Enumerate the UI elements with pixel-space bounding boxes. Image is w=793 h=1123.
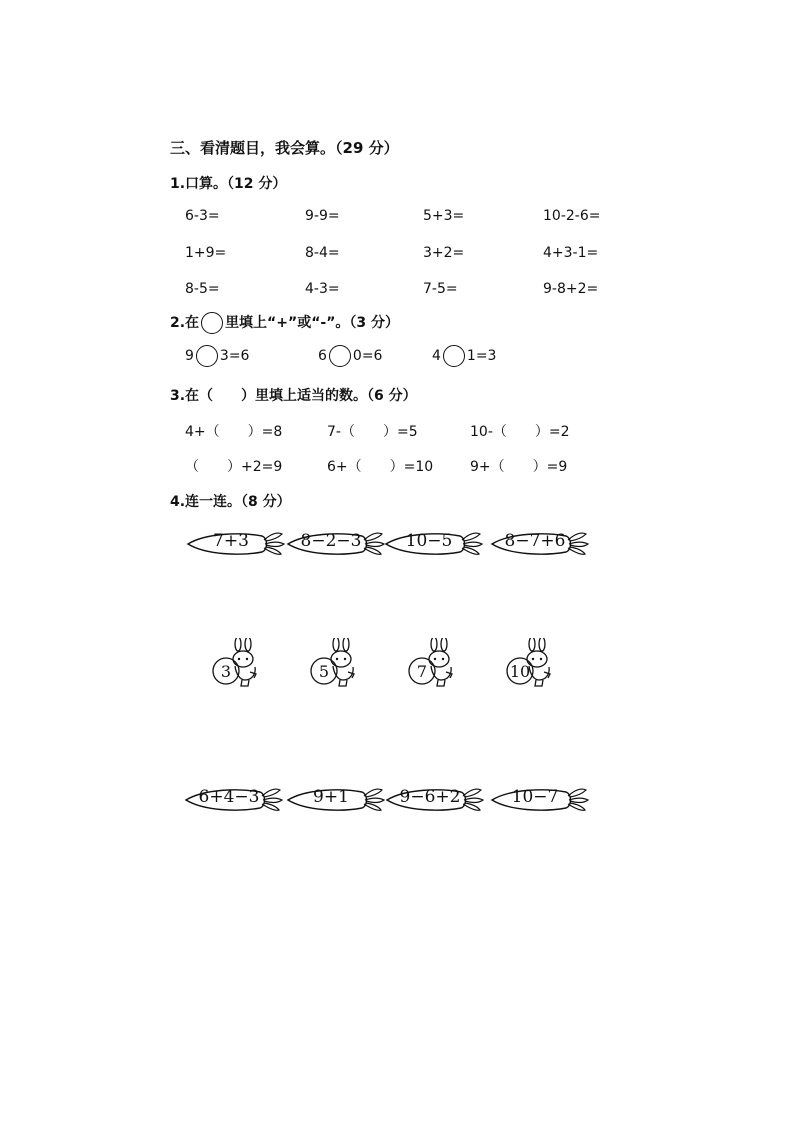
q3-item <box>185 421 282 441</box>
q1-equation[interactable]: 10-2-6= <box>543 208 601 224</box>
q2-title <box>170 312 399 334</box>
q2-right-part: 0=6 <box>352 348 383 364</box>
q3-post: ）=2 <box>534 424 570 440</box>
bunny-target[interactable] <box>506 638 558 694</box>
q1-equation[interactable]: 9-9= <box>305 208 340 224</box>
carrot-label: 8−7+6 <box>504 531 566 551</box>
q3-title: 3.在（ ）里填上适当的数。（6 分） <box>170 388 417 404</box>
q2-right-part: 3=6 <box>219 348 250 364</box>
bunny-number: 10 <box>509 662 531 681</box>
q3-pre: 7-（ <box>327 424 355 440</box>
bottom-carrot[interactable] <box>490 783 590 817</box>
section-title: 三、看清题目，我会算。（29 分） <box>170 139 399 157</box>
q2-item <box>318 345 382 367</box>
carrot-label: 8−2−3 <box>300 531 362 551</box>
top-carrot[interactable] <box>286 527 386 561</box>
q1-equation[interactable]: 5+3= <box>423 208 465 224</box>
carrot-label: 9+1 <box>313 787 349 807</box>
q3-pre: 6+（ <box>327 459 362 475</box>
q3-item <box>327 456 433 476</box>
q1-equation[interactable]: 1+9= <box>185 245 227 261</box>
q3-post: ）=5 <box>382 424 418 440</box>
q3-pre: （ <box>185 459 199 475</box>
carrot-label: 7+3 <box>213 531 249 551</box>
q4-title: 4.连一连。（8 分） <box>170 494 291 510</box>
blank-circle-icon <box>201 312 223 334</box>
q3-item <box>470 421 570 441</box>
q3-item <box>470 456 567 476</box>
bunny-target[interactable] <box>310 638 362 694</box>
q2-item <box>185 345 249 367</box>
bunny-number: 3 <box>220 662 232 681</box>
q1-title: 1.口算。（12 分） <box>170 176 287 192</box>
q1-equation[interactable]: 9-8+2= <box>543 281 599 297</box>
carrot-label: 10−5 <box>405 531 453 551</box>
q2-right-part: 1=3 <box>466 348 497 364</box>
bunny-target[interactable] <box>408 638 460 694</box>
carrot-label: 9−6+2 <box>399 787 461 807</box>
bunny-target[interactable] <box>212 638 264 694</box>
q3-post: ）+2=9 <box>227 459 283 475</box>
q3-item <box>327 421 418 441</box>
top-carrot[interactable] <box>490 527 590 561</box>
carrot-label: 10−7 <box>511 787 559 807</box>
q2-title-suffix: 里填上“+”或“-”。（3 分） <box>225 315 400 331</box>
answer-circle[interactable] <box>196 345 218 367</box>
q2-item <box>432 345 496 367</box>
q1-equation[interactable]: 4+3-1= <box>543 245 599 261</box>
q3-post: ）=9 <box>532 459 568 475</box>
q2-title-prefix: 2.在 <box>170 315 200 331</box>
q2-left-number: 6 <box>318 348 327 364</box>
bunny-number: 7 <box>416 662 428 681</box>
q1-equation[interactable]: 6-3= <box>185 208 220 224</box>
q1-equation[interactable]: 8-5= <box>185 281 220 297</box>
q2-left-number: 4 <box>432 348 441 364</box>
q3-pre: 9+（ <box>470 459 505 475</box>
bunny-number: 5 <box>318 662 330 681</box>
q1-equation[interactable]: 4-3= <box>305 281 340 297</box>
carrot-label: 6+4−3 <box>198 787 260 807</box>
q3-item <box>185 456 282 476</box>
q3-pre: 4+（ <box>185 424 220 440</box>
q3-post: ）=8 <box>247 424 283 440</box>
answer-circle[interactable] <box>329 345 351 367</box>
top-carrot[interactable] <box>186 527 286 561</box>
bottom-carrot[interactable] <box>385 783 485 817</box>
q1-equation[interactable]: 7-5= <box>423 281 458 297</box>
q1-equation[interactable]: 3+2= <box>423 245 465 261</box>
q2-left-number: 9 <box>185 348 194 364</box>
bottom-carrot[interactable] <box>286 783 386 817</box>
q3-pre: 10-（ <box>470 424 507 440</box>
answer-circle[interactable] <box>443 345 465 367</box>
top-carrot[interactable] <box>384 527 484 561</box>
bottom-carrot[interactable] <box>184 783 284 817</box>
q1-equation[interactable]: 8-4= <box>305 245 340 261</box>
q3-post: ）=10 <box>389 459 434 475</box>
